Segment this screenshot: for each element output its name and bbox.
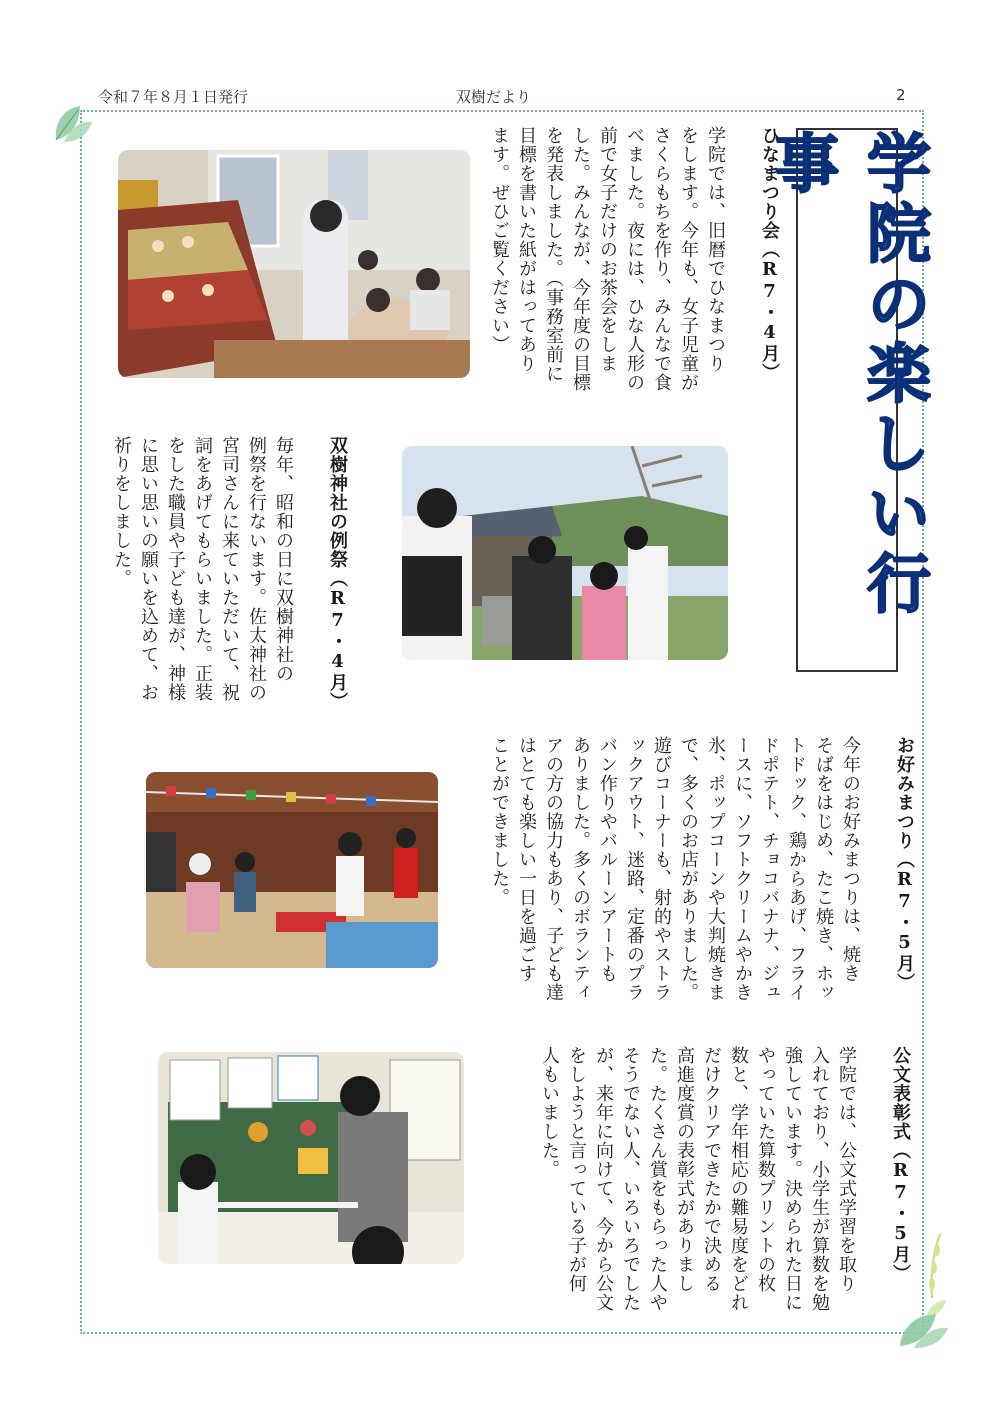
- photo-shrine: [402, 446, 728, 660]
- article-body: 毎年、昭和の日に双樹神社の 例祭を行ないます。佐太神社の 宮司さんに来ていただいて、祝 詞をあげてもらいました。正装 をした職員や子ども達が、神様 に思い思いの願いを込めて、お 祈りをしました。: [111, 436, 294, 702]
- article-kumon: [536, 1046, 941, 1336]
- photo-okonomi: [146, 772, 438, 968]
- issue-date: 令和７年８月１日発行: [98, 88, 249, 106]
- newsletter-name: 双樹だより: [456, 88, 532, 106]
- leaf-icon: [50, 100, 94, 146]
- article-title: お好みまつり（R7・5月）: [894, 736, 915, 992]
- article-title: 双樹神社の例祭（R7・4月）: [327, 436, 348, 711]
- article-body: 今年のお好みまつりは、焼き そばをはじめ、たこ焼き、ホッ トドック、鶏からあげ、フライ ドポテト、チョコバナナ、ジュ ースに、ソフトクリームやかき 氷、ポップコーンや大判焼きま で、多くのお店がありました。 遊びコーナーも、射的やストラ ックアウト、迷路、定番のプラ バン作りやバルーンアートも ありました。多くのボランティ アの方の協力もあり、子ども達 はとても楽しい一日を過ごす ことができました。: [489, 736, 861, 1002]
- article-body: 学院では、旧暦でひなまつり をします。今年も、女子児童が さくらもちを作り、みんなで食 べました。夜には、ひな人形の 前で女子だけのお茶会をしま した。みんなが、今年度の目標 を発表しました。（事務室前に 目標を書いた紙がはってあり ます。ぜひご覧ください）: [489, 126, 726, 392]
- article-hinamatsuri: [486, 126, 810, 416]
- article-jinja: [108, 436, 378, 726]
- article-title: 公文表彰式（R7・5月）: [890, 1046, 911, 1283]
- article-title: ひなまつり会（R7・4月）: [759, 126, 780, 382]
- article-okonomi: [486, 736, 945, 1026]
- photo-hinamatsuri: [118, 150, 470, 378]
- article-body: 学院では、公文式学習を取り 入れており、小学生が算数を勉 強しています。決められた日に やっていた算数プリントの枚 数と、学年相応の難易度をどれ だけクリアできたかで決める 高進度賞の表彰式がありまし た。たくさん賞をもらった人や そうでない人、いろいろでした が、来年に向けて、今から公文 をしようと言っている子が何 人もいました。: [539, 1046, 857, 1312]
- photo-kumon: [158, 1052, 464, 1264]
- page-title: 学院の楽しい行事: [764, 130, 930, 620]
- page-number: 2: [896, 86, 906, 104]
